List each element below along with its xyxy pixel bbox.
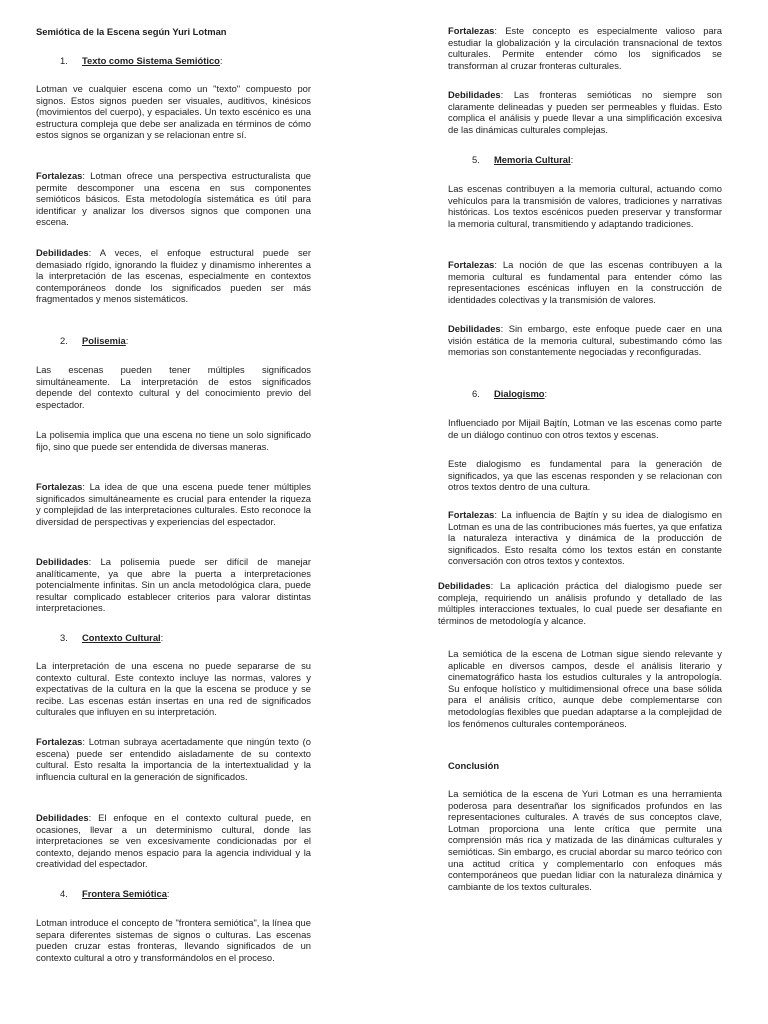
summary-paragraph: La semiótica de la escena de Lotman sigue siendo relevante y aplicable en diversos campos, desde el análisis literario y cinematográfico hasta los estudios culturales y la antropología. Su enfoque holístico y multidimensional ofrece una base sólida para el análisis crítico, aunque debe complementarse con metodologías flexibles que puedan adaptarse a la complejidad de los fenómenos culturales contemporáneos. (448, 648, 722, 729)
fortalezas-label: Fortalezas (36, 170, 83, 181)
paragraph: La interpretación de una escena no puede separarse de su contexto cultural. Este contexto incluye las normas, valores y expectativas de la cultura en la que la escena se produce y se recibe. Las escenas están insertas en una red de significados culturales que influyen en su interpretación. (36, 660, 311, 718)
fortalezas-text: Lotman subraya acertadamente que ningún texto (o escena) puede ser entendido aisladamente de su contexto cultural. Esto resalta la importancia de la intertextualidad y la influencia cultural en la generación de significados. (36, 736, 311, 782)
debilidades-label: Debilidades (438, 580, 491, 591)
paragraph: Lotman ve cualquier escena como un "texto" compuesto por signos. Estos signos pueden ser visuales, auditivos, kinésicos (movimientos del cuerpo), y espaciales. Un texto escénico es una estructura compleja que debe ser analizada en términos de cómo estos signos se organizan y se relacionan entre sí. (36, 83, 311, 141)
fortalezas-label: Fortalezas (448, 509, 495, 520)
section-title: Contexto Cultural (82, 632, 161, 643)
section-heading-polisemia: 2. Polisemia : (60, 335, 129, 346)
fortalezas-label: Fortalezas (448, 25, 495, 36)
fortalezas-paragraph: Fortalezas: Este concepto es especialmente valioso para estudiar la globalización y la circulación transnacional de textos culturales. Permite entender cómo los significados se transforman al cruzar fronteras culturales. (448, 25, 722, 71)
fortalezas-text: La noción de que las escenas contribuyen a la memoria cultural es fundamental para entender cómo las representaciones escénicas influyen en la construcción de identidades colectivas y la transmisión de valores. (448, 259, 722, 305)
section-number: 4. (60, 888, 68, 899)
debilidades-text: El enfoque en el contexto cultural puede, en ocasiones, llevar a un determinismo cultural, donde las interpretaciones se ven excesivamente condicionadas por el contexto, dejando menos espacio para la agencia individual y la creatividad del espectador. (36, 812, 311, 870)
debilidades-text: Sin embargo, este enfoque puede caer en una visión estática de la memoria cultural, subestimando cómo las memorias son constantemente negociadas y reconfiguradas. (448, 323, 722, 358)
debilidades-label: Debilidades (448, 89, 501, 100)
debilidades-label: Debilidades (448, 323, 501, 334)
fortalezas-text: Este concepto es especialmente valioso para estudiar la globalización y la circulación transnacional de textos culturales. Permite entender cómo los significados se transforman al cruzar fronteras culturales. (448, 25, 722, 71)
fortalezas-paragraph: Fortalezas: La idea de que una escena puede tener múltiples significados simultáneamente es crucial para entender la riqueza y complejidad de las interpretaciones culturales. Esto reconoce la diversidad de perspectivas y experiencias del espectador. (36, 481, 311, 527)
debilidades-text: La aplicación práctica del dialogismo puede ser compleja, requiriendo un análisis profundo y detallado de las múltiples interacciones textuales, lo cual puede ser desafiante en términos de metodología y alcance. (438, 580, 722, 626)
fortalezas-paragraph: Fortalezas: La influencia de Bajtín y su idea de dialogismo en Lotman es una de las contribuciones más fuertes, ya que enfatiza la naturaleza interactiva y dinámica de la producción de significados. Esto resalta cómo los textos están en constante conversación con otros textos y contextos. (448, 509, 722, 567)
section-number: 3. (60, 632, 68, 643)
section-title: Texto como Sistema Semiótico (82, 55, 220, 66)
section-heading-memoria: 5. Memoria Cultural : (472, 154, 574, 165)
section-heading-frontera: 4. Frontera Semiótica : (60, 888, 170, 899)
fortalezas-label: Fortalezas (36, 736, 83, 747)
debilidades-label: Debilidades (36, 247, 89, 258)
section-number: 1. (60, 55, 68, 66)
paragraph: Las escenas contribuyen a la memoria cultural, actuando como vehículos para la transmisión de valores, tradiciones y narrativas históricas. Los textos escénicos pueden preservar y transformar la memoria cultural, transmitiendo y adaptando tradiciones. (448, 183, 722, 229)
paragraph: Este dialogismo es fundamental para la generación de significados, ya que las escenas responden y se relacionan con otros textos dentro de una cultura. (448, 458, 722, 493)
fortalezas-label: Fortalezas (448, 259, 495, 270)
debilidades-text: Las fronteras semióticas no siempre son claramente delineadas y pueden ser permeables y fluidas. Esto complica el análisis y puede llevar a una simplificación excesiva de las dinámicas culturales complejas. (448, 89, 722, 135)
section-number: 6. (472, 388, 480, 399)
debilidades-text: La polisemia puede ser difícil de manejar analíticamente, ya que abre la puerta a interpretaciones potencialmente infinitas. Sin un ancla metodológica clara, puede resultar complicado establecer criterios para valorar distintas interpretaciones. (36, 556, 311, 614)
section-title: Polisemia (82, 335, 126, 346)
section-number: 2. (60, 335, 68, 346)
fortalezas-text: La idea de que una escena puede tener múltiples significados simultáneamente es crucial para entender la riqueza y complejidad de las interpretaciones culturales. Esto reconoce la diversidad de perspectivas y experiencias del espectador. (36, 481, 311, 527)
debilidades-text: A veces, el enfoque estructural puede ser demasiado rígido, ignorando la fluidez y dinamismo inherentes a la interpretación de las escenas, especialmente en contextos contemporáneos donde los significados pueden ser más fragmentados y menos sistemáticos. (36, 247, 311, 305)
debilidades-label: Debilidades (36, 556, 89, 567)
section-number: 5. (472, 154, 480, 165)
section-heading-dialogismo: 6. Dialogismo : (472, 388, 548, 399)
debilidades-paragraph: Debilidades: El enfoque en el contexto cultural puede, en ocasiones, llevar a un determinismo cultural, donde las interpretaciones se ven excesivamente condicionadas por el contexto, dejando menos espacio para la agencia individual y la creatividad del espectador. (36, 812, 311, 870)
document-title: Semiótica de la Escena según Yuri Lotman (36, 26, 227, 37)
fortalezas-text: Lotman ofrece una perspectiva estructuralista que permite descomponer una escena en sus componentes semióticos básicos. Esta metodología sistemática es útil para identificar y analizar los diversos signos que componen una escena. (36, 170, 311, 228)
section-title: Frontera Semiótica (82, 888, 167, 899)
debilidades-paragraph: Debilidades: La polisemia puede ser difícil de manejar analíticamente, ya que abre la puerta a interpretaciones potencialmente infinitas. Sin un ancla metodológica clara, puede resultar complicado establecer criterios para valorar distintas interpretaciones. (36, 556, 311, 614)
section-heading-texto: 1. Texto como Sistema Semiótico : (60, 55, 223, 66)
fortalezas-text: La influencia de Bajtín y su idea de dialogismo en Lotman es una de las contribuciones más fuertes, ya que enfatiza la naturaleza interactiva y dinámica de la producción de significados. Esto resalta cómo los textos están en constante conversación con otros textos y contextos. (448, 509, 722, 567)
paragraph: Influenciado por Mijail Bajtín, Lotman ve las escenas como parte de un diálogo continuo con otros textos y escenas. (448, 417, 722, 440)
section-heading-contexto: 3. Contexto Cultural : (60, 632, 164, 643)
section-title: Memoria Cultural (494, 154, 571, 165)
conclusion-paragraph: La semiótica de la escena de Yuri Lotman es una herramienta poderosa para desentrañar los significados profundos en las representaciones culturales. A través de sus conceptos clave, Lotman proporciona una lente crítica que permite una comprensión más rica y matizada de las dinámicas culturales y semióticas. Sin embargo, es crucial abordar su marco teórico con una actitud crítica y complementarlo con enfoques más contemporáneos que puedan lidiar con la naturaleza dinámica y cambiante de los textos culturales. (448, 788, 722, 892)
debilidades-paragraph: Debilidades: Las fronteras semióticas no siempre son claramente delineadas y pueden ser permeables y fluidas. Esto complica el análisis y puede llevar a una simplificación excesiva de las dinámicas culturales complejas. (448, 89, 722, 135)
paragraph: Lotman introduce el concepto de "frontera semiótica", la línea que separa diferentes sistemas de signos o culturas. Las escenas pueden cruzar estas fronteras, llevando significados de un contexto cultural a otro y transformándolos en el proceso. (36, 917, 311, 963)
conclusion-heading: Conclusión (448, 760, 500, 771)
debilidades-paragraph: Debilidades: Sin embargo, este enfoque puede caer en una visión estática de la memoria cultural, subestimando cómo las memorias son constantemente negociadas y reconfiguradas. (448, 323, 722, 358)
fortalezas-paragraph: Fortalezas: Lotman ofrece una perspectiva estructuralista que permite descomponer una escena en sus componentes semióticos básicos. Esta metodología sistemática es útil para identificar y analizar los diversos signos que componen una escena. (36, 170, 311, 228)
fortalezas-paragraph: Fortalezas: La noción de que las escenas contribuyen a la memoria cultural es fundamental para entender cómo las representaciones escénicas influyen en la construcción de identidades colectivas y la transmisión de valores. (448, 259, 722, 305)
debilidades-label: Debilidades (36, 812, 89, 823)
fortalezas-label: Fortalezas (36, 481, 83, 492)
section-title: Dialogismo (494, 388, 545, 399)
debilidades-paragraph: Debilidades: La aplicación práctica del dialogismo puede ser compleja, requiriendo un análisis profundo y detallado de las múltiples interacciones textuales, lo cual puede ser desafiante en términos de metodología y alcance. (438, 580, 722, 626)
fortalezas-paragraph: Fortalezas: Lotman subraya acertadamente que ningún texto (o escena) puede ser entendido aisladamente de su contexto cultural. Esto resalta la importancia de la intertextualidad y la influencia cultural en la generación de significados. (36, 736, 311, 782)
debilidades-paragraph: Debilidades: A veces, el enfoque estructural puede ser demasiado rígido, ignorando la fluidez y dinamismo inherentes a la interpretación de las escenas, especialmente en contextos contemporáneos donde los significados pueden ser más fragmentados y menos sistemáticos. (36, 247, 311, 305)
paragraph: Las escenas pueden tener múltiples significados simultáneamente. La interpretación de estos significados depende del contexto cultural y del conocimiento previo del espectador. (36, 364, 311, 410)
paragraph: La polisemia implica que una escena no tiene un solo significado fijo, sino que puede ser entendida de diversas maneras. (36, 429, 311, 452)
